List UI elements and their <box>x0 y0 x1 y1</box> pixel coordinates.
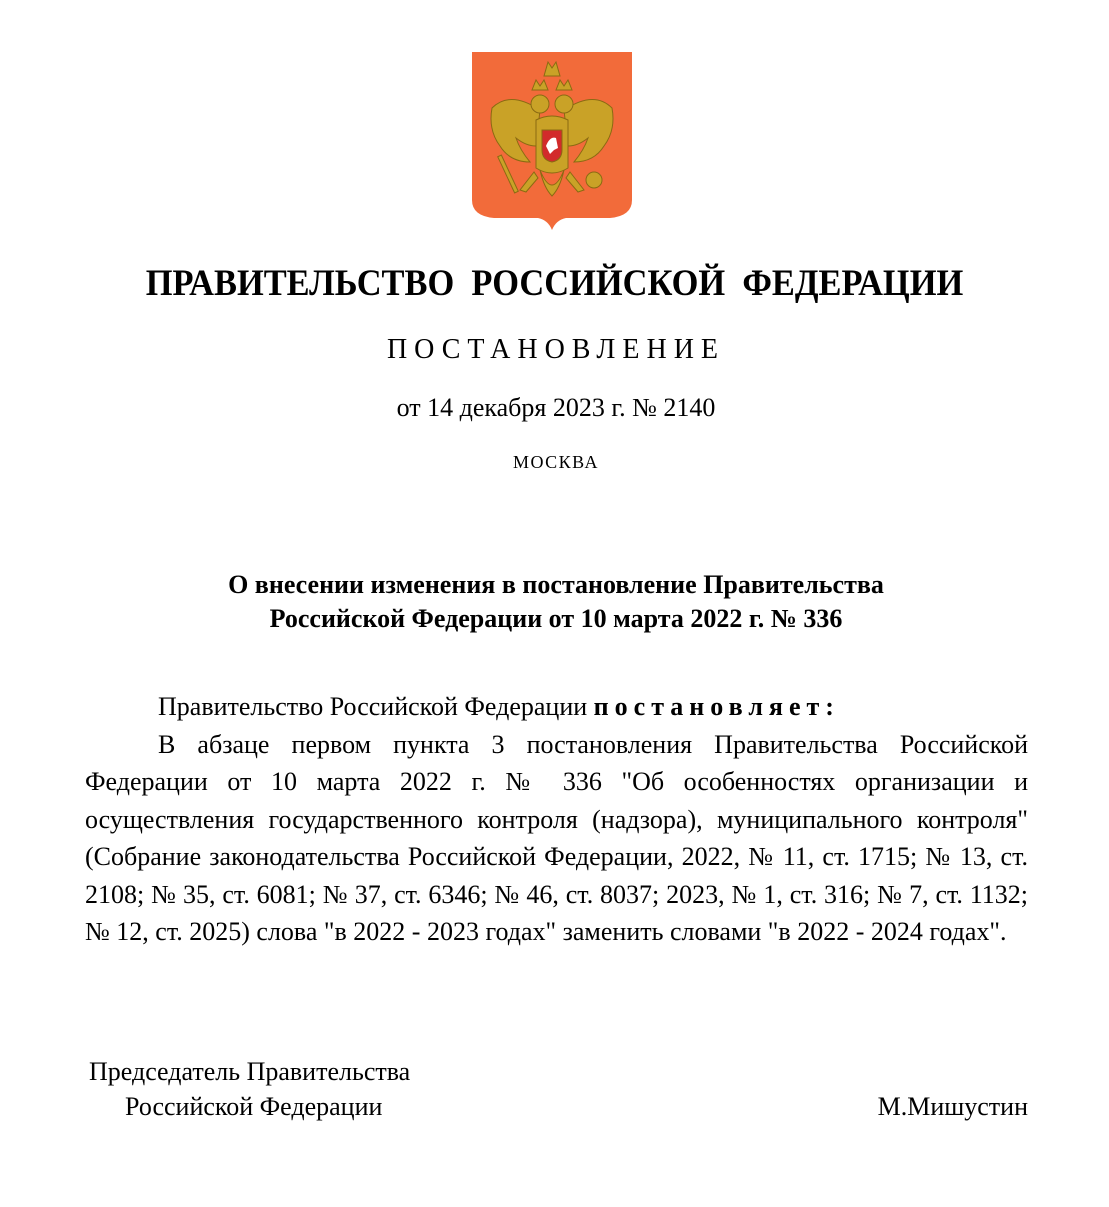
subject-line-1: О внесении изменения в постановление Правительства <box>228 570 884 599</box>
russian-coat-of-arms-icon <box>470 50 634 232</box>
signatory-position <box>89 1054 410 1124</box>
document-city: МОСКВА <box>512 452 600 472</box>
resolves-text: постановляет: <box>593 692 840 721</box>
document-date-number: от 14 декабря 2023 г. № 2140 <box>396 393 716 422</box>
government-title: ПРАВИТЕЛЬСТВО РОССИЙСКОЙ ФЕДЕРАЦИИ <box>145 263 964 304</box>
document-body <box>85 688 1028 951</box>
signatory-position-line-2: Российской Федерации <box>125 1092 383 1121</box>
main-paragraph: В абзаце первом пункта 3 постановления Правительства Российской Федерации от 10 марта 2022 г. № 336 "Об особенностях организации и осуществления государственного контроля (надзора), муниципального контроля" (Собрание законодательства Российской Федерации, 2022, № 11, ст. 1715; № 13, ст. 2108; № 35, ст. 6081; № 37, ст. 6346; № 46, ст. 8037; 2023, № 1, ст. 316; № 7, ст. 1132; № 12, ст. 2025) слова "в 2022 - 2023 годах" заменить словами "в 2022 - 2024 годах". <box>85 729 1028 946</box>
document-subject <box>0 568 1109 636</box>
signatory-position-line-1: Председатель Правительства <box>89 1057 411 1086</box>
signatory-name: М.Мишустин <box>877 1092 1028 1121</box>
document-type: ПОСТАНОВЛЕНИЕ <box>386 334 726 365</box>
preamble-paragraph <box>85 688 1028 726</box>
preamble-text: Правительство Российской Федерации <box>158 692 588 721</box>
subject-line-2: Российской Федерации от 10 марта 2022 г. № 336 <box>269 604 843 633</box>
